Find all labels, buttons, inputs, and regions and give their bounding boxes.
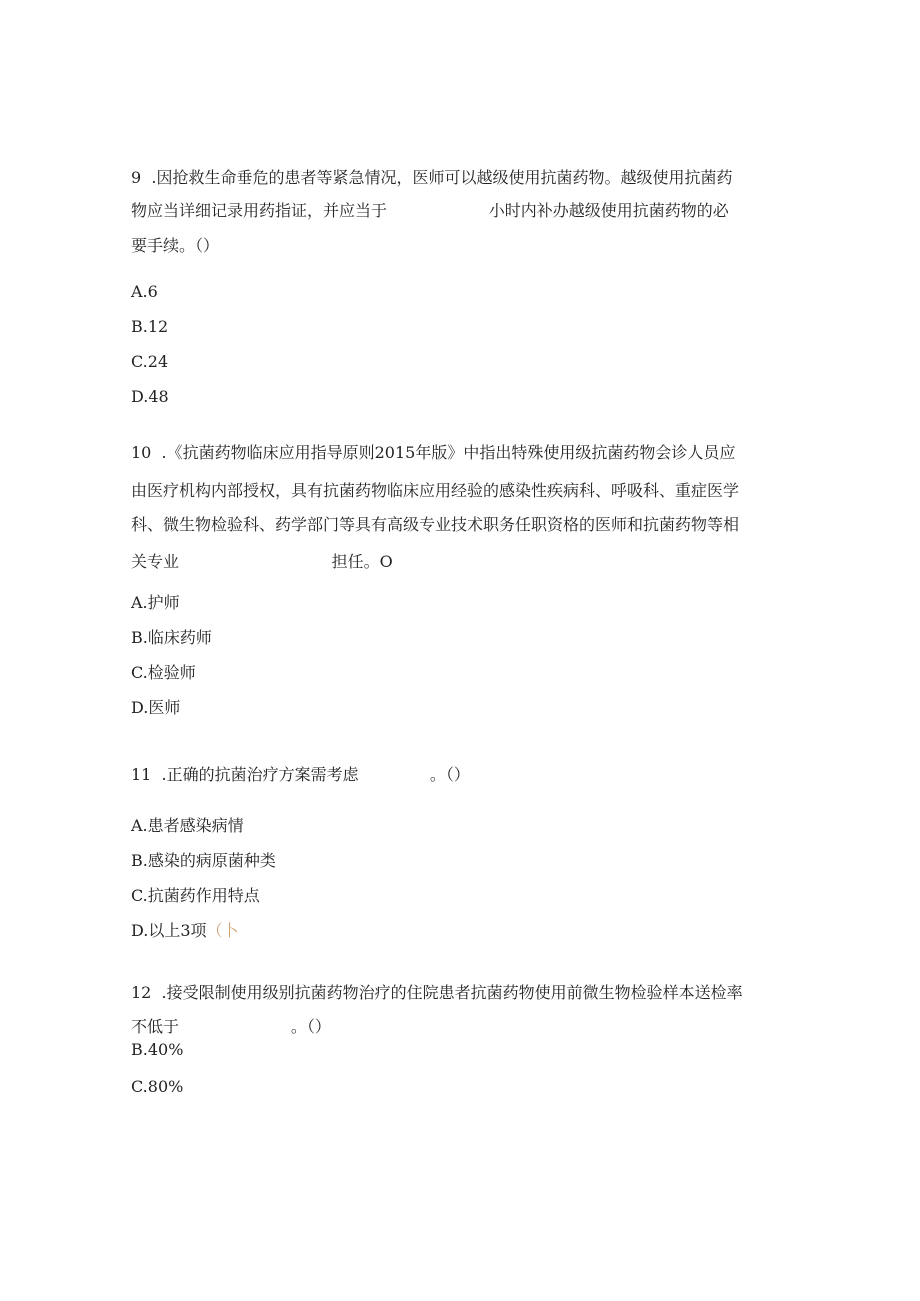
question-11-line-1: 11 .正确的抗菌治疗方案需考虑 。（） (131, 765, 470, 784)
question-11-option-d-text: D.以上3项 (131, 921, 207, 940)
question-10-option-a: A.护师 (131, 593, 180, 612)
question-12-line-1: 12 .接受限制使用级别抗菌药物治疗的住院患者抗菌药物使用前微生物检验样本送检率 (131, 983, 743, 1002)
question-10-option-c: C.检验师 (131, 663, 196, 682)
question-12-option-c: C.80% (131, 1077, 184, 1096)
question-11-option-b: B.感染的病原菌种类 (131, 851, 276, 870)
question-9-line-2: 物应当详细记录用药指证，并应当于 小时内补办越级使用抗菌药物的必 (131, 201, 729, 220)
question-9-line-1: 9 .因抢救生命垂危的患者等紧急情况，医师可以越级使用抗菌药物。越级使用抗菌药 (131, 168, 733, 187)
question-9-option-a: A.6 (131, 282, 158, 301)
question-10-option-d: D.医师 (131, 698, 181, 717)
question-9-line-3: 要手续。（） (131, 236, 220, 255)
question-11-option-d-mark: （卜 (206, 921, 239, 940)
question-10-line-4: 关专业 担任。O (131, 552, 393, 571)
question-12-option-b: B.40% (131, 1040, 184, 1059)
question-10-option-b: B.临床药师 (131, 628, 212, 647)
question-12-line-2: 不低于 。（） (131, 1017, 331, 1036)
question-9-option-b: B.12 (131, 317, 169, 336)
question-9-option-c: C.24 (131, 352, 169, 371)
question-10-line-1: 10 .《抗菌药物临床应用指导原则2015年版》中指出特殊使用级抗菌药物会诊人员应 (131, 443, 736, 462)
question-11-option-d (131, 921, 239, 941)
question-9-option-d: D.48 (131, 387, 169, 406)
question-10-line-2: 由医疗机构内部授权，具有抗菌药物临床应用经验的感染性疾病科、呼吸科、重症医学 (131, 481, 740, 500)
question-11-option-a: A.患者感染病情 (131, 816, 244, 835)
question-11-option-c: C.抗菌药作用特点 (131, 886, 260, 905)
question-10-line-3: 科、微生物检验科、药学部门等具有高级专业技术职务任职资格的医师和抗菌药物等相 (131, 515, 740, 534)
